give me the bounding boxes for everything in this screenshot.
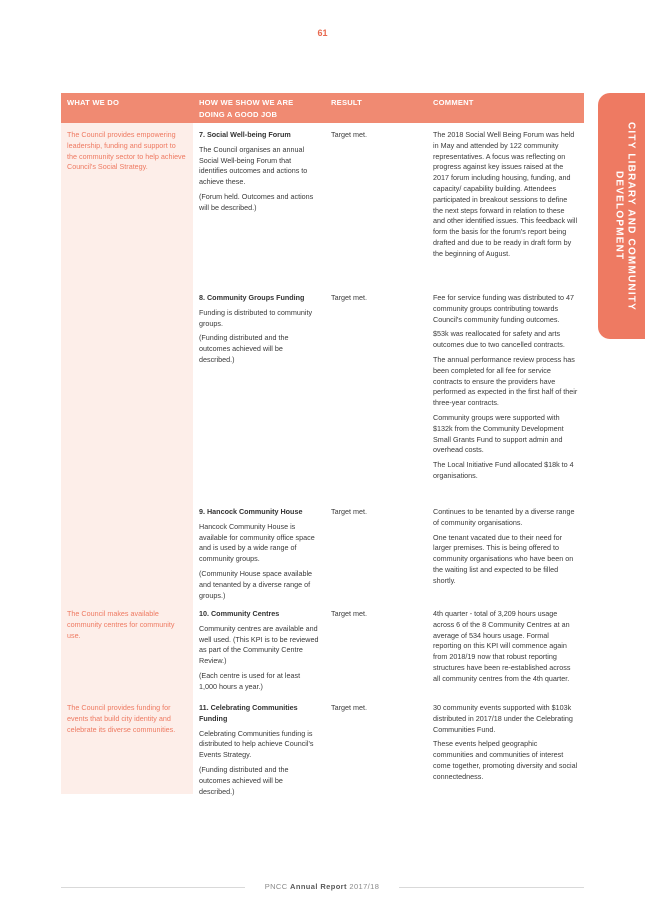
page-number: 61 <box>317 28 328 38</box>
kpi-description: Funding is distributed to community groups. <box>199 307 313 328</box>
kpi-title: 10. Community Centres <box>199 609 280 618</box>
table-row <box>61 286 584 500</box>
kpi-cell <box>193 602 325 696</box>
comment-paragraph: These events helped geographic communities and communities of interest come together, promoting diversity and social connectedness. <box>433 739 578 781</box>
comment-paragraph: The 2018 Social Well Being Forum was held in May and attended by 122 community representatives. A focus was reflecting on progress against key issues raised at the 2017 forum including housing, funding, and capacity/ capability building. Attendees participated in breakout sessions to define the next steps forward in relation to these and other identified issues. This feedback will form the basis for the forum's report being drafted and due to be ready in draft form by the beginning of August. <box>433 130 578 258</box>
result-cell: Target met. <box>331 703 367 712</box>
comment-cell <box>427 123 584 286</box>
kpi-cell <box>193 286 325 500</box>
footer <box>245 882 399 891</box>
comment-cell <box>427 286 584 500</box>
footer-org: PNCC <box>264 882 288 891</box>
result-cell: Target met. <box>331 507 367 516</box>
kpi-measure: (Funding distributed and the outcomes achieved will be described.) <box>199 764 289 796</box>
table-header <box>61 93 584 123</box>
kpi-cell <box>193 123 325 286</box>
section-side-tab-label: CITY LIBRARY AND COMMUNITY DEVELOPMENT <box>613 121 637 311</box>
kpi-title: 8. Community Groups Funding <box>199 293 305 302</box>
result-cell: Target met. <box>331 293 367 302</box>
header-result: RESULT <box>331 98 363 107</box>
what-we-do-cell: The Council makes available community centres for community use. <box>61 602 193 696</box>
comment-cell <box>427 696 584 794</box>
comment-paragraph: The annual performance review process has been completed for all fee for service contracts to ensure the providers have performed as expected in the first half of their three-year contracts. <box>433 354 578 408</box>
footer-divider-left <box>61 887 245 888</box>
table-row <box>61 602 584 696</box>
kpi-description: Community centres are available and well used. (This KPI is to be reviewed as part of the Community Centre Review.) <box>199 623 319 666</box>
kpi-description: The Council organises an annual Social Well-being Forum that identifies outcomes and actions to achieve these. <box>199 144 308 187</box>
kpi-title: 7. Social Well-being Forum <box>199 130 291 139</box>
table-row <box>61 500 584 602</box>
comment-paragraph: 4th quarter - total of 3,209 hours usage across 6 of the 8 Community Centres at an average of 534 hours usage. Formal reporting on this KPI will commence again from 2018/19 now that robust reporting structures have been re-established across all community centres from the 4th quarter. <box>433 609 571 683</box>
kpi-measure: (Funding distributed and the outcomes achieved will be described.) <box>199 333 289 364</box>
kpi-cell <box>193 696 325 794</box>
header-what-we-do: WHAT WE DO <box>67 98 120 107</box>
section-side-tab <box>598 93 645 339</box>
comment-paragraph: The Local Initiative Fund allocated $18k to 4 organisations. <box>433 460 574 480</box>
comment-paragraph: 30 community events supported with $103k distributed in 2017/18 under the Celebrating Communities Fund. <box>433 703 573 734</box>
table-row <box>61 123 584 286</box>
kpi-description: Hancock Community House is available for community office space and is used by a wide range of community groups. <box>199 521 315 564</box>
kpi-measure: (Each centre is used for at least 1,000 hours a year.) <box>199 670 301 691</box>
result-cell: Target met. <box>331 609 367 618</box>
what-we-do-cell: The Council provides funding for events that build city identity and celebrate its diverse communities. <box>61 696 193 794</box>
footer-divider-right <box>399 887 584 888</box>
comment-paragraph: Fee for service funding was distributed to 47 community groups contributing towards Council's community funding outcomes. <box>433 293 575 324</box>
footer-report: Annual Report <box>290 882 347 891</box>
header-comment: COMMENT <box>433 98 474 107</box>
comment-paragraph: Community groups were supported with $132k from the Community Development Small Grants Fund to support admin and overhead costs. <box>433 412 564 455</box>
table-row <box>61 696 584 794</box>
header-how-we-show: HOW WE SHOW WE ARE DOING A GOOD JOB <box>199 98 294 119</box>
comment-paragraph: $53k was reallocated for safety and arts outcomes due to two cancelled contracts. <box>433 329 565 350</box>
kpi-title: 11. Celebrating Communities Funding <box>199 703 298 723</box>
what-we-do-cell: The Council provides empowering leadership, funding and support to the community sector to help achieve Council's Social Strategy. <box>61 123 193 286</box>
kpi-cell <box>193 500 325 602</box>
result-cell: Target met. <box>331 130 367 139</box>
comment-cell <box>427 602 584 696</box>
what-we-do-cell <box>61 500 193 602</box>
kpi-measure: (Forum held. Outcomes and actions will be described.) <box>199 191 314 212</box>
kpi-title: 9. Hancock Community House <box>199 507 303 516</box>
comment-cell <box>427 500 584 602</box>
kpi-table <box>61 93 584 794</box>
what-we-do-cell <box>61 286 193 500</box>
comment-paragraph: One tenant vacated due to their need for larger premises. This is being offered to community organisations who have been on the waiting list and expected to be filled shortly. <box>433 532 574 585</box>
comment-paragraph: Continues to be tenanted by a diverse range of community organisations. <box>433 507 575 527</box>
kpi-description: Celebrating Communities funding is distributed to help achieve Council's Events Strategy. <box>199 728 314 760</box>
footer-year: 2017/18 <box>349 882 380 891</box>
kpi-measure: (Community House space available and tenanted by a diverse range of groups.) <box>199 568 313 600</box>
